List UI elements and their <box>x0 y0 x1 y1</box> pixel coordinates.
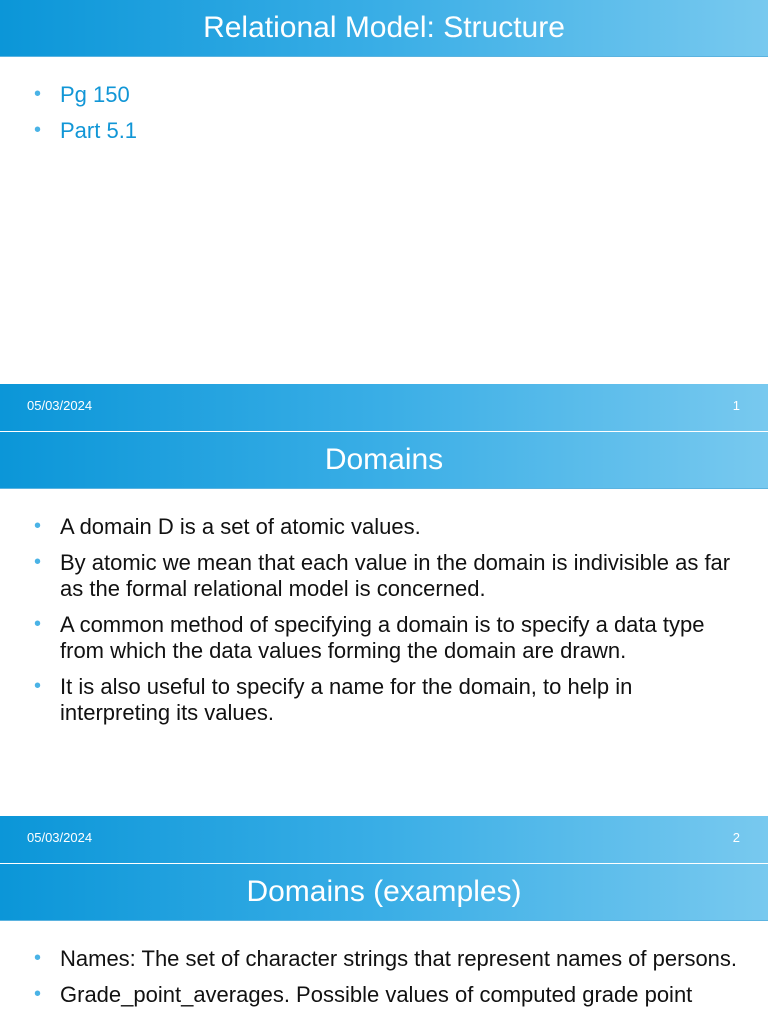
bullet-text: Part 5.1 <box>60 118 138 143</box>
bullet-icon: • <box>34 947 42 969</box>
bullet-text: A common method of specifying a domain is to specify a data type from which the data values forming the domain are drawn. <box>60 612 705 663</box>
bullet-text: By atomic we mean that each value in the domain is indivisible as far as the formal relational model is concerned. <box>60 550 731 601</box>
bullet-text: Grade_point_averages. Possible values of computed grade point <box>60 982 693 1007</box>
list-item <box>0 82 768 108</box>
list-item <box>0 946 768 972</box>
list-item <box>0 514 768 540</box>
bullet-icon: • <box>34 551 42 573</box>
slide-2-footer-date: 05/03/2024 <box>27 830 93 845</box>
slide-1-title-bar <box>0 0 768 57</box>
bullet-icon: • <box>34 515 42 537</box>
slide-2-bullet-list <box>0 514 768 736</box>
bullet-icon: • <box>34 675 42 697</box>
list-item <box>0 612 768 664</box>
slide-1-title: Relational Model: Structure <box>203 11 565 44</box>
list-item <box>0 982 768 1008</box>
bullet-icon: • <box>34 983 42 1005</box>
slide-2-page-number: 2 <box>732 830 740 845</box>
list-item <box>0 550 768 602</box>
bullet-text: Names: The set of character strings that represent names of persons. <box>60 946 738 971</box>
list-item <box>0 118 768 144</box>
bullet-text: Pg 150 <box>60 82 130 107</box>
slide-2-footer <box>0 816 768 863</box>
bullet-icon: • <box>34 613 42 635</box>
slide-1-bullet-list <box>0 82 768 154</box>
slide-1 <box>0 0 768 432</box>
bullet-text: It is also useful to specify a name for the domain, to help in interpreting its values. <box>60 674 633 725</box>
slide-3 <box>0 864 768 1024</box>
slide-3-title-bar <box>0 864 768 921</box>
slide-1-footer-date: 05/03/2024 <box>27 398 93 413</box>
slide-3-bullet-list <box>0 946 768 1018</box>
slide-2 <box>0 432 768 864</box>
slide-1-footer <box>0 384 768 431</box>
slide-2-title-bar <box>0 432 768 489</box>
slide-3-title: Domains (examples) <box>246 875 522 908</box>
list-item <box>0 674 768 726</box>
bullet-text: A domain D is a set of atomic values. <box>60 514 421 539</box>
bullet-icon: • <box>34 119 42 141</box>
slide-2-title: Domains <box>324 443 444 476</box>
bullet-icon: • <box>34 83 42 105</box>
slide-1-page-number: 1 <box>732 398 740 413</box>
